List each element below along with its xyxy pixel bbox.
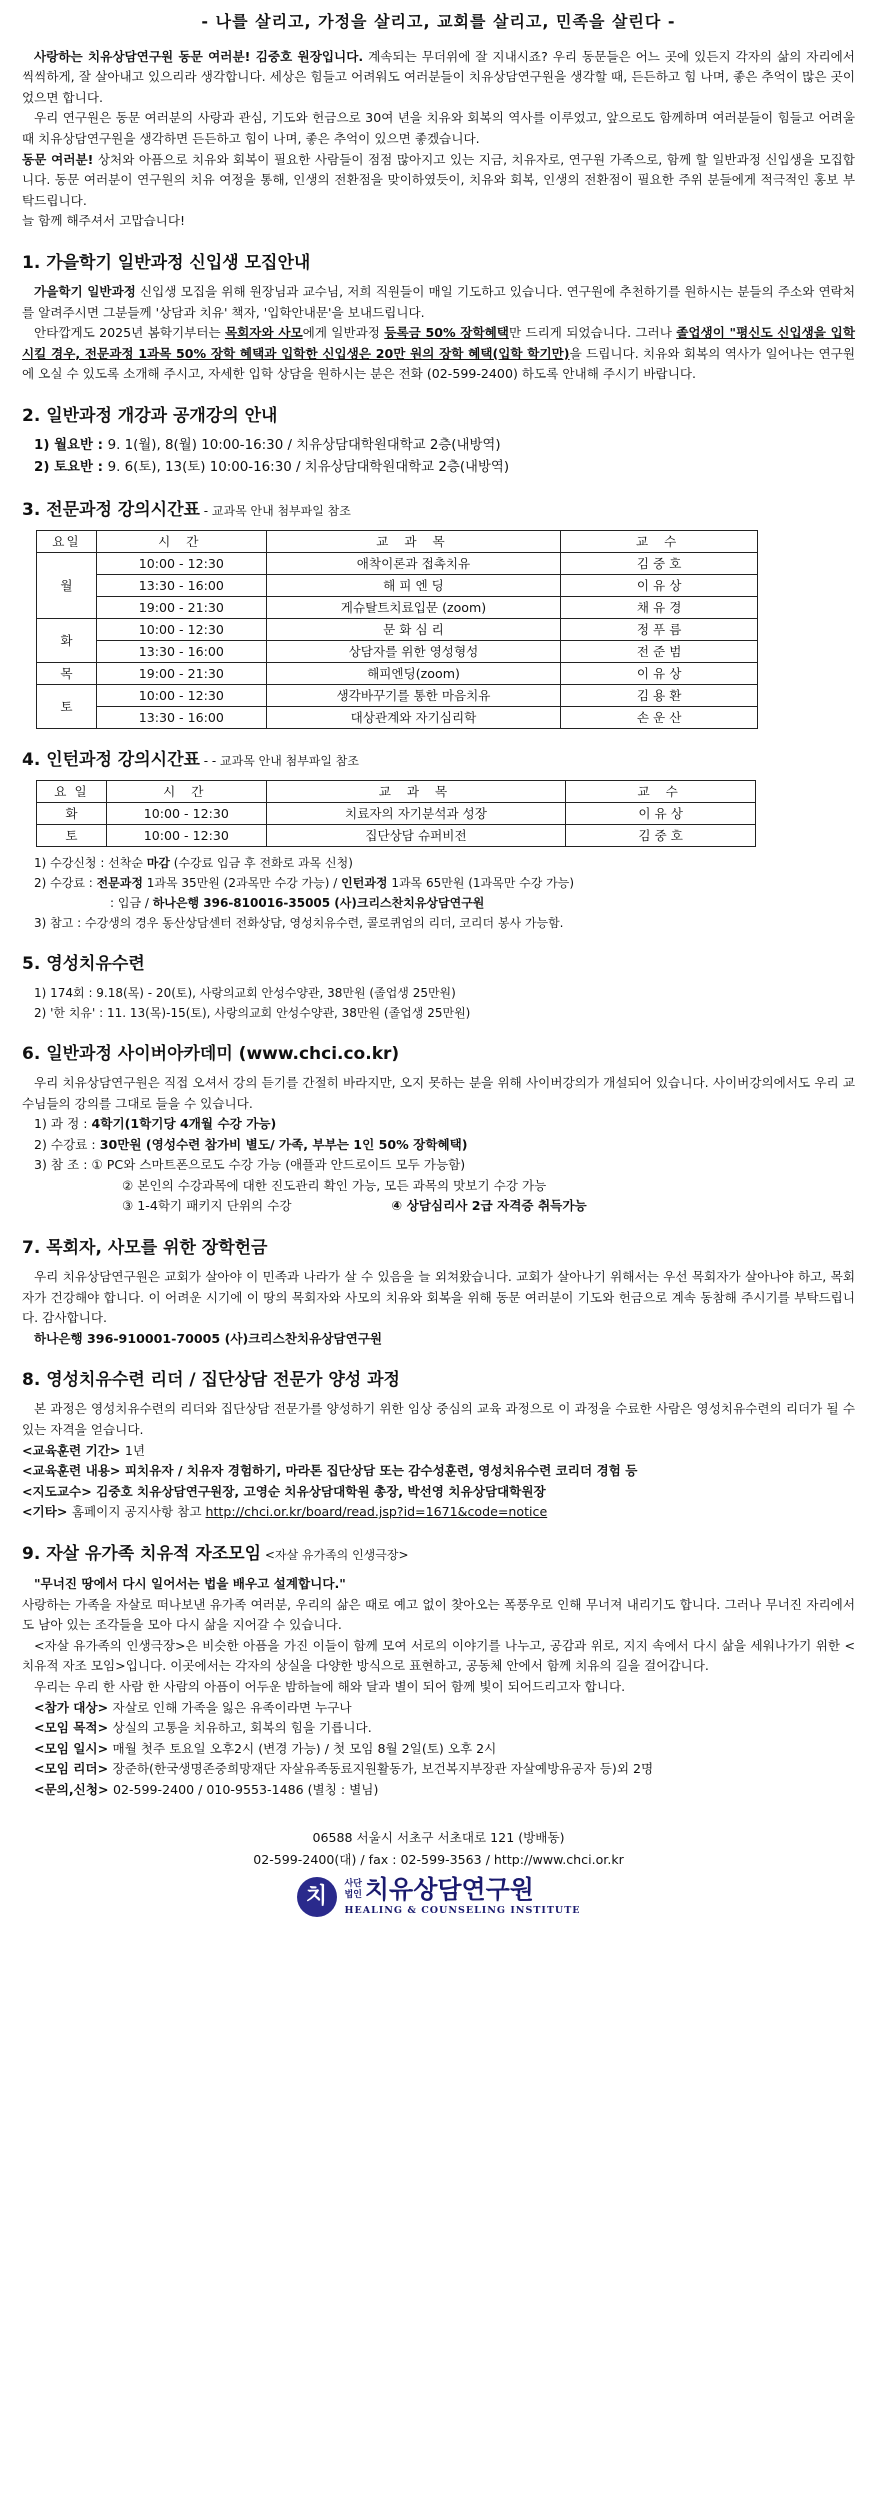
day-cell: 토 <box>37 684 97 728</box>
s9-item-value: 02-599-2400 / 010-9553-1486 (별칭 : 별님) <box>112 1781 379 1797</box>
time-cell: 19:00 - 21:30 <box>96 662 266 684</box>
s1-text: 신입생 모집을 위해 원장님과 교수님, 저희 직원들이 매일 기도하고 있습니다. 연구원에 추천하기를 원하시는 분들의 주소와 연락처를 알려주시면 그분들께 '상담과 치유' 책자, '입학안내문'을 보내드립니다. <box>22 283 855 320</box>
table-header-row <box>37 530 758 552</box>
s8-l4-a: <기타> <box>22 1504 72 1520</box>
s6-l3-a: 3) 참 조 : <box>34 1157 92 1173</box>
section-4-title <box>22 749 855 772</box>
s4-note-account <box>110 893 855 913</box>
s4-n1-b: 마감 <box>146 855 170 870</box>
time-cell: 10:00 - 12:30 <box>96 618 266 640</box>
intro-alumni-call: 동문 여러분! <box>22 151 94 167</box>
s6-l5-b: ④ 상담심리사 2급 자격증 취득가능 <box>391 1198 587 1214</box>
col-header-professor: 교 수 <box>566 780 756 802</box>
day-cell: 화 <box>37 618 97 662</box>
table-row <box>37 684 758 706</box>
table-row <box>37 662 758 684</box>
professor-cell: 채 유 경 <box>561 596 758 618</box>
col-header-day: 요 일 <box>37 780 107 802</box>
subject-cell: 게슈탈트치료입문 (zoom) <box>266 596 561 618</box>
section-3-title <box>22 499 855 522</box>
time-cell: 10:00 - 12:30 <box>96 684 266 706</box>
col-header-subject: 교 과 목 <box>266 780 566 802</box>
s1-p2-b: 목회자와 사모 <box>224 325 303 341</box>
subject-cell: 상담자를 위한 영성형성 <box>266 640 561 662</box>
s9-item-key: <모임 리더> <box>34 1761 113 1777</box>
s4-n1-a: 1) 수강신청 : 선착순 <box>34 855 147 870</box>
s9-paragraph-1: 사랑하는 가족을 자살로 떠나보낸 유가족 여러분, 우리의 삶은 때로 예고 없이 찾아오는 폭풍우로 인해 무너져 내리기도 합니다. 그러나 무너진 자리에서도 남아 있는 조각들을 모아 다시 삶을 지어갈 수 있습니다. <box>22 1596 855 1633</box>
subject-cell: 생각바꾸기를 통한 마음치유 <box>266 684 561 706</box>
s2-saturday-detail: 9. 6(토), 13(토) 10:00-16:30 / 치유상담대학원대학교 2층(내방역) <box>107 459 510 475</box>
intro-paragraph <box>22 47 855 109</box>
subject-cell: 집단상담 슈퍼비전 <box>266 824 566 846</box>
s6-l3-b: ① PC와 스마트폰으로도 수강 가능 (애플과 안드로이드 모두 가능함) <box>91 1157 466 1173</box>
s9-item-key: <문의,신청> <box>34 1781 113 1797</box>
s8-l2-b: 피치유자 / 치유자 경험하기, 마라톤 집단상담 또는 감수성훈련, 영성치유수련 코리더 경험 등 <box>124 1463 638 1479</box>
s1-p2-e: 만 드리게 되었습니다. 그러나 <box>508 325 677 341</box>
section-9-title <box>22 1543 855 1566</box>
time-cell: 13:30 - 16:00 <box>96 706 266 728</box>
s9-item-value: 자살로 인해 가족을 잃은 유족이라면 누구나 <box>112 1699 352 1715</box>
s8-etc <box>22 1502 855 1523</box>
s4-note-reference: 3) 참고 : 수강생의 경우 동산상담센터 전화상담, 영성치유수련, 콜로퀴엄의 리더, 코리더 봉사 가능함. <box>34 915 564 930</box>
s2-saturday-label: 2) 토요반 : <box>34 459 108 475</box>
footer-address: 06588 서울시 서초구 서초대로 121 (방배동) <box>312 1829 565 1845</box>
s9-item-key: <참가 대상> <box>34 1699 113 1715</box>
section-6-title: 6. 일반과정 사이버아카데미 (www.chci.co.kr) <box>22 1043 400 1064</box>
s7-paragraph: 우리 치유상담연구원은 교회가 살아야 이 민족과 나라가 살 수 있음을 늘 외쳐왔습니다. 교회가 살아나기 위해서는 우선 목회자가 살아나야 하고, 목회자가 건강해야 합니다. 이 어려운 시기에 이 땅의 목회자와 사모의 치유와 회복을 위해 동문 여러분이 기도와 헌금으로 계속 동참해 주시기를 부탁드립니다. 감사합니다. <box>22 1269 855 1326</box>
table-header-row <box>37 780 756 802</box>
section-1-title: 1. 가을학기 일반과정 신입생 모집안내 <box>22 252 311 273</box>
subject-cell: 해 피 엔 딩 <box>266 574 561 596</box>
s8-l3-b: 김중호 치유상담연구원장, 고영순 치유상담대학원 총장, 박선영 치유상담대학원장 <box>96 1483 546 1499</box>
table-row <box>37 618 758 640</box>
s8-l1-a: <교육훈련 기간> <box>22 1442 125 1458</box>
s9-paragraph-3: 우리는 우리 한 사람 한 사람의 아픔이 어두운 밤하늘에 해와 달과 별이 되어 함께 빛이 되어드리고자 합니다. <box>34 1678 626 1694</box>
s6-paragraph: 우리 치유상담연구원은 직접 오셔서 강의 듣기를 간절히 바라지만, 오지 못하는 분을 위해 사이버강의가 개설되어 있습니다. 사이버강의에서도 우리 교수님들의 강의를 그대로 들을 수 있습니다. <box>22 1074 855 1111</box>
professor-cell: 김 용 환 <box>561 684 758 706</box>
section-5-title: 5. 영성치유수련 <box>22 953 145 974</box>
s6-l2-a: 2) 수강료 : <box>34 1136 100 1152</box>
subject-cell: 해피엔딩(zoom) <box>266 662 561 684</box>
s5-line-1: 1) 174회 : 9.18(목) - 20(토), 사랑의교회 안성수양관, 38만원 (졸업생 25만원) <box>34 985 456 1000</box>
time-cell: 13:30 - 16:00 <box>96 574 266 596</box>
table-row <box>37 640 758 662</box>
logo-text <box>345 1877 581 1916</box>
s4-n2-a: 2) 수강료 : <box>34 875 97 890</box>
s9-item-value: 상실의 고통을 치유하고, 회복의 힘을 기릅니다. <box>112 1720 372 1736</box>
table-row <box>37 552 758 574</box>
s9-title-text: 9. 자살 유가족 치유적 자조모임 <box>22 1544 262 1564</box>
s9-paragraph-2: <자살 유가족의 인생극장>은 비슷한 아픔을 가진 이들이 함께 모여 서로의 이야기를 나누고, 공감과 위로, 지지 속에서 다시 삶을 세워나가기 위한 <치유적 자조 모임>입니다. 이곳에서는 각자의 상실을 다양한 방식으로 표현하고, 공동체 안에서 함께 치유의 길을 걸어갑니다. <box>22 1637 855 1674</box>
table-row <box>37 706 758 728</box>
professor-cell: 김 중 호 <box>566 824 756 846</box>
section-1-scholarship <box>22 323 855 385</box>
s2-saturday <box>34 457 855 479</box>
s6-l1-a: 1) 과 정 : <box>34 1116 92 1132</box>
s9-item <box>34 1739 855 1760</box>
intro-text-3: 상처와 아픔으로 치유와 회복이 필요한 사람들이 점점 많아지고 있는 지금, 치유자로, 연구원 가족으로, 함께 할 일반과정 신입생을 모집합니다. 동문 여러분이 연구원의 치유 여정을 통해, 인생의 전환점을 맞이하였듯이, 치유와 회복, 인생의 전환점이 필요한 주위 분들에게 적극적인 홍보 부탁드립니다. <box>22 151 855 208</box>
section-2-title: 2. 일반과정 개강과 공개강의 안내 <box>22 405 278 426</box>
s4-n2-e: 1과목 65만원 (1과목만 수강 가능) <box>387 875 575 890</box>
s1-p2-c: 에게 일반과정 <box>302 325 385 341</box>
subject-cell: 문 화 심 리 <box>266 618 561 640</box>
intro-paragraph-2: 우리 연구원은 동문 여러분의 사랑과 관심, 기도와 헌금으로 30여 년을 치유와 회복의 역사를 이루었고, 앞으로도 함께하며 여러분들이 힘들고 어려울 때 치유상담연구원을 생각하면 든든하고 힘이 나며, 좋은 추억이 있으면 좋겠습니다. <box>22 110 855 146</box>
s8-professors <box>22 1482 855 1503</box>
professor-cell: 이 유 상 <box>566 802 756 824</box>
s9-item-value: 매월 첫주 토요일 오후2시 (변경 가능) / 첫 모임 8월 2일(토) 오후 2시 <box>112 1740 497 1756</box>
s8-l4-b: 홈페이지 공지사항 참고 <box>71 1504 206 1520</box>
motto: - 나를 살리고, 가정을 살리고, 교회를 살리고, 민족을 살린다 - <box>201 12 676 31</box>
s9-item <box>34 1698 855 1719</box>
table-row <box>37 596 758 618</box>
time-cell: 10:00 - 12:30 <box>106 824 266 846</box>
logo-small-1: 사단 <box>344 1878 362 1889</box>
s8-content <box>22 1461 855 1482</box>
institute-logo <box>22 1877 855 1917</box>
s4-n2-b: 전문과정 <box>96 875 143 890</box>
s9-title-small: <자살 유가족의 인생극장> <box>261 1548 409 1562</box>
professor-cell: 김 중 호 <box>561 552 758 574</box>
subject-cell: 애착이론과 접촉치유 <box>266 552 561 574</box>
s4-n3-a: : 입금 / <box>110 895 153 910</box>
col-header-professor: 교 수 <box>561 530 758 552</box>
s8-l1-b: 1년 <box>124 1442 146 1458</box>
table-row <box>37 802 756 824</box>
s2-monday <box>34 435 855 457</box>
logo-mark-icon: 치 <box>297 1877 337 1917</box>
s6-l4: ② 본인의 수강과목에 대한 진도관리 확인 가능, 모든 과목의 맛보기 수강 가능 <box>122 1177 547 1193</box>
s4-notes <box>22 853 855 933</box>
professor-cell: 전 준 범 <box>561 640 758 662</box>
s6-course <box>34 1114 855 1135</box>
s9-item <box>34 1759 855 1780</box>
s9-quote: "무너진 땅에서 다시 일어서는 법을 배우고 설계합니다." <box>34 1576 346 1591</box>
s6-reference <box>34 1155 855 1176</box>
s1-p2-g: 을 드립니다. 치유와 회복의 역사가 일어나는 연구원에 오실 수 있도록 소개해 주시고, 자세한 입학 상담을 원하시는 분은 전화 (02-599-2400) 하도록 안내해 주시기 바랍니다. <box>22 345 856 382</box>
table-row <box>37 574 758 596</box>
s6-l5-a: ③ 1-4학기 패키지 단위의 수강 <box>122 1198 292 1214</box>
time-cell: 13:30 - 16:00 <box>96 640 266 662</box>
logo-english: HEALING & COUNSELING INSTITUTE <box>344 1905 581 1917</box>
s2-monday-detail: 9. 1(월), 8(월) 10:00-16:30 / 치유상담대학원대학교 2층(내방역) <box>107 437 501 453</box>
s9-item <box>34 1718 855 1739</box>
s7-bank-account: 하나은행 396-910001-70005 (사)크리스찬치유상담연구원 <box>34 1330 383 1346</box>
day-cell: 목 <box>37 662 97 684</box>
s1-p2-d: 등록금 50% 장학혜택 <box>384 325 509 341</box>
s4-title-text: 4. 인턴과정 강의시간표 <box>22 749 200 770</box>
s1-highlight: 가을학기 일반과정 <box>34 283 136 299</box>
s8-l3-a: <지도교수> <box>22 1483 97 1499</box>
s5-list <box>22 983 855 1023</box>
notice-link[interactable]: http://chci.or.kr/board/read.jsp?id=1671&code=notice <box>205 1504 548 1520</box>
professor-cell: 손 운 산 <box>561 706 758 728</box>
logo-name: 치유상담연구원 <box>364 1875 534 1905</box>
section-8-title: 8. 영성치유수련 리더 / 집단상담 전문가 양성 과정 <box>22 1370 400 1391</box>
s6-fee <box>34 1135 855 1156</box>
logo-small-2: 법인 <box>344 1889 362 1900</box>
professor-cell: 이 유 상 <box>561 574 758 596</box>
s4-n2-d: 인턴과정 <box>341 875 388 890</box>
subject-cell: 치료자의 자기분석과 성장 <box>266 802 566 824</box>
s3-note: - 교과목 안내 첨부파일 참조 <box>199 503 351 518</box>
intro-text: 계속되는 무더위에 잘 지내시죠? 우리 동문들은 어느 곳에 있든지 각자의 삶의 자리에서 씩씩하게, 잘 살아내고 있으리라 생각합니다. 세상은 힘들고 어려워도 여러분들이 치유상담연구원을 생각할 때, 든든하고 힘 나며, 좋은 추억이 많은 곳이었으면 합니다. <box>22 48 855 105</box>
s4-note-fee <box>34 873 855 893</box>
s1-p2-a: 안타깝게도 2025년 봄학기부터는 <box>34 325 225 341</box>
s8-paragraph: 본 과정은 영성치유수련의 리더와 집단상담 전문가를 양성하기 위한 임상 중심의 교육 과정으로 이 과정을 수료한 사람은 영성치유수련의 리더가 될 수 있는 자격을 얻습니다. <box>22 1401 855 1438</box>
day-cell: 화 <box>37 802 107 824</box>
time-cell: 10:00 - 12:30 <box>96 552 266 574</box>
intro-greeting: 사랑하는 치유상담연구원 동문 여러분! 김중호 원장입니다. <box>34 48 364 64</box>
s4-note-registration <box>34 853 855 873</box>
table-row <box>37 824 756 846</box>
col-header-time: 시 간 <box>106 780 266 802</box>
s4-n1-c: (수강료 입금 후 전화로 과목 신청) <box>169 855 353 870</box>
logo-corporation <box>345 1879 362 1901</box>
col-header-subject: 교 과 목 <box>266 530 561 552</box>
intro-paragraph-3 <box>22 150 855 212</box>
s6-l1-b: 4학기(1학기당 4개월 수강 가능) <box>91 1116 277 1132</box>
s4-n3-b: 하나은행 396-810016-35005 (사)크리스찬치유상담연구원 <box>152 895 485 910</box>
intern-schedule-table <box>36 780 756 847</box>
s1-p2-f: 졸업생이 "평신도 신입생을 입학시킬 경우, 전문과정 1과목 50% 장학 혜택과 입학한 신입생은 20만 원의 장학 혜택(입학 학기만) <box>22 325 855 361</box>
footer-contact: 02-599-2400(대) / fax : 02-599-3563 / http://www.chci.or.kr <box>253 1851 624 1867</box>
s8-l2-a: <교육훈련 내용> <box>22 1463 125 1479</box>
s9-item <box>34 1780 855 1801</box>
col-header-day: 요일 <box>37 530 97 552</box>
intro-thanks: 늘 함께 해주셔서 고맙습니다! <box>22 213 186 229</box>
col-header-time: 시 간 <box>96 530 266 552</box>
s3-title-text: 3. 전문과정 강의시간표 <box>22 499 200 520</box>
s9-item-key: <모임 일시> <box>34 1740 113 1756</box>
s5-line-2: 2) '한 치유' : 11. 13(목)-15(토), 사랑의교회 안성수양관, 38만원 (졸업생 25만원) <box>34 1005 471 1020</box>
s2-monday-label: 1) 월요반 : <box>34 437 108 453</box>
section-1-paragraph <box>22 282 855 323</box>
s6-l5 <box>122 1196 855 1217</box>
s4-n2-c: 1과목 35만원 (2과목만 수강 가능) / <box>142 875 342 890</box>
s8-period <box>22 1441 855 1462</box>
footer <box>22 1827 855 1917</box>
s9-item-key: <모임 목적> <box>34 1720 113 1736</box>
s9-item-value: 장준하(한국생명존중희망재단 자살유족동료지원활동가, 보건복지부장관 자살예방유공자 등)외 2명 <box>112 1761 654 1777</box>
subject-cell: 대상관계와 자기심리학 <box>266 706 561 728</box>
section-7-title: 7. 목회자, 사모를 위한 장학헌금 <box>22 1238 268 1259</box>
professor-cell: 이 유 상 <box>561 662 758 684</box>
s4-note: - - 교과목 안내 첨부파일 참조 <box>199 753 359 768</box>
time-cell: 10:00 - 12:30 <box>106 802 266 824</box>
day-cell: 토 <box>37 824 107 846</box>
day-cell: 월 <box>37 552 97 618</box>
s6-l2-b: 30만원 (영성수련 참가비 별도/ 가족, 부부는 1인 50% 장학혜택) <box>99 1136 468 1152</box>
time-cell: 19:00 - 21:30 <box>96 596 266 618</box>
professional-schedule-table <box>36 530 758 729</box>
professor-cell: 정 푸 름 <box>561 618 758 640</box>
